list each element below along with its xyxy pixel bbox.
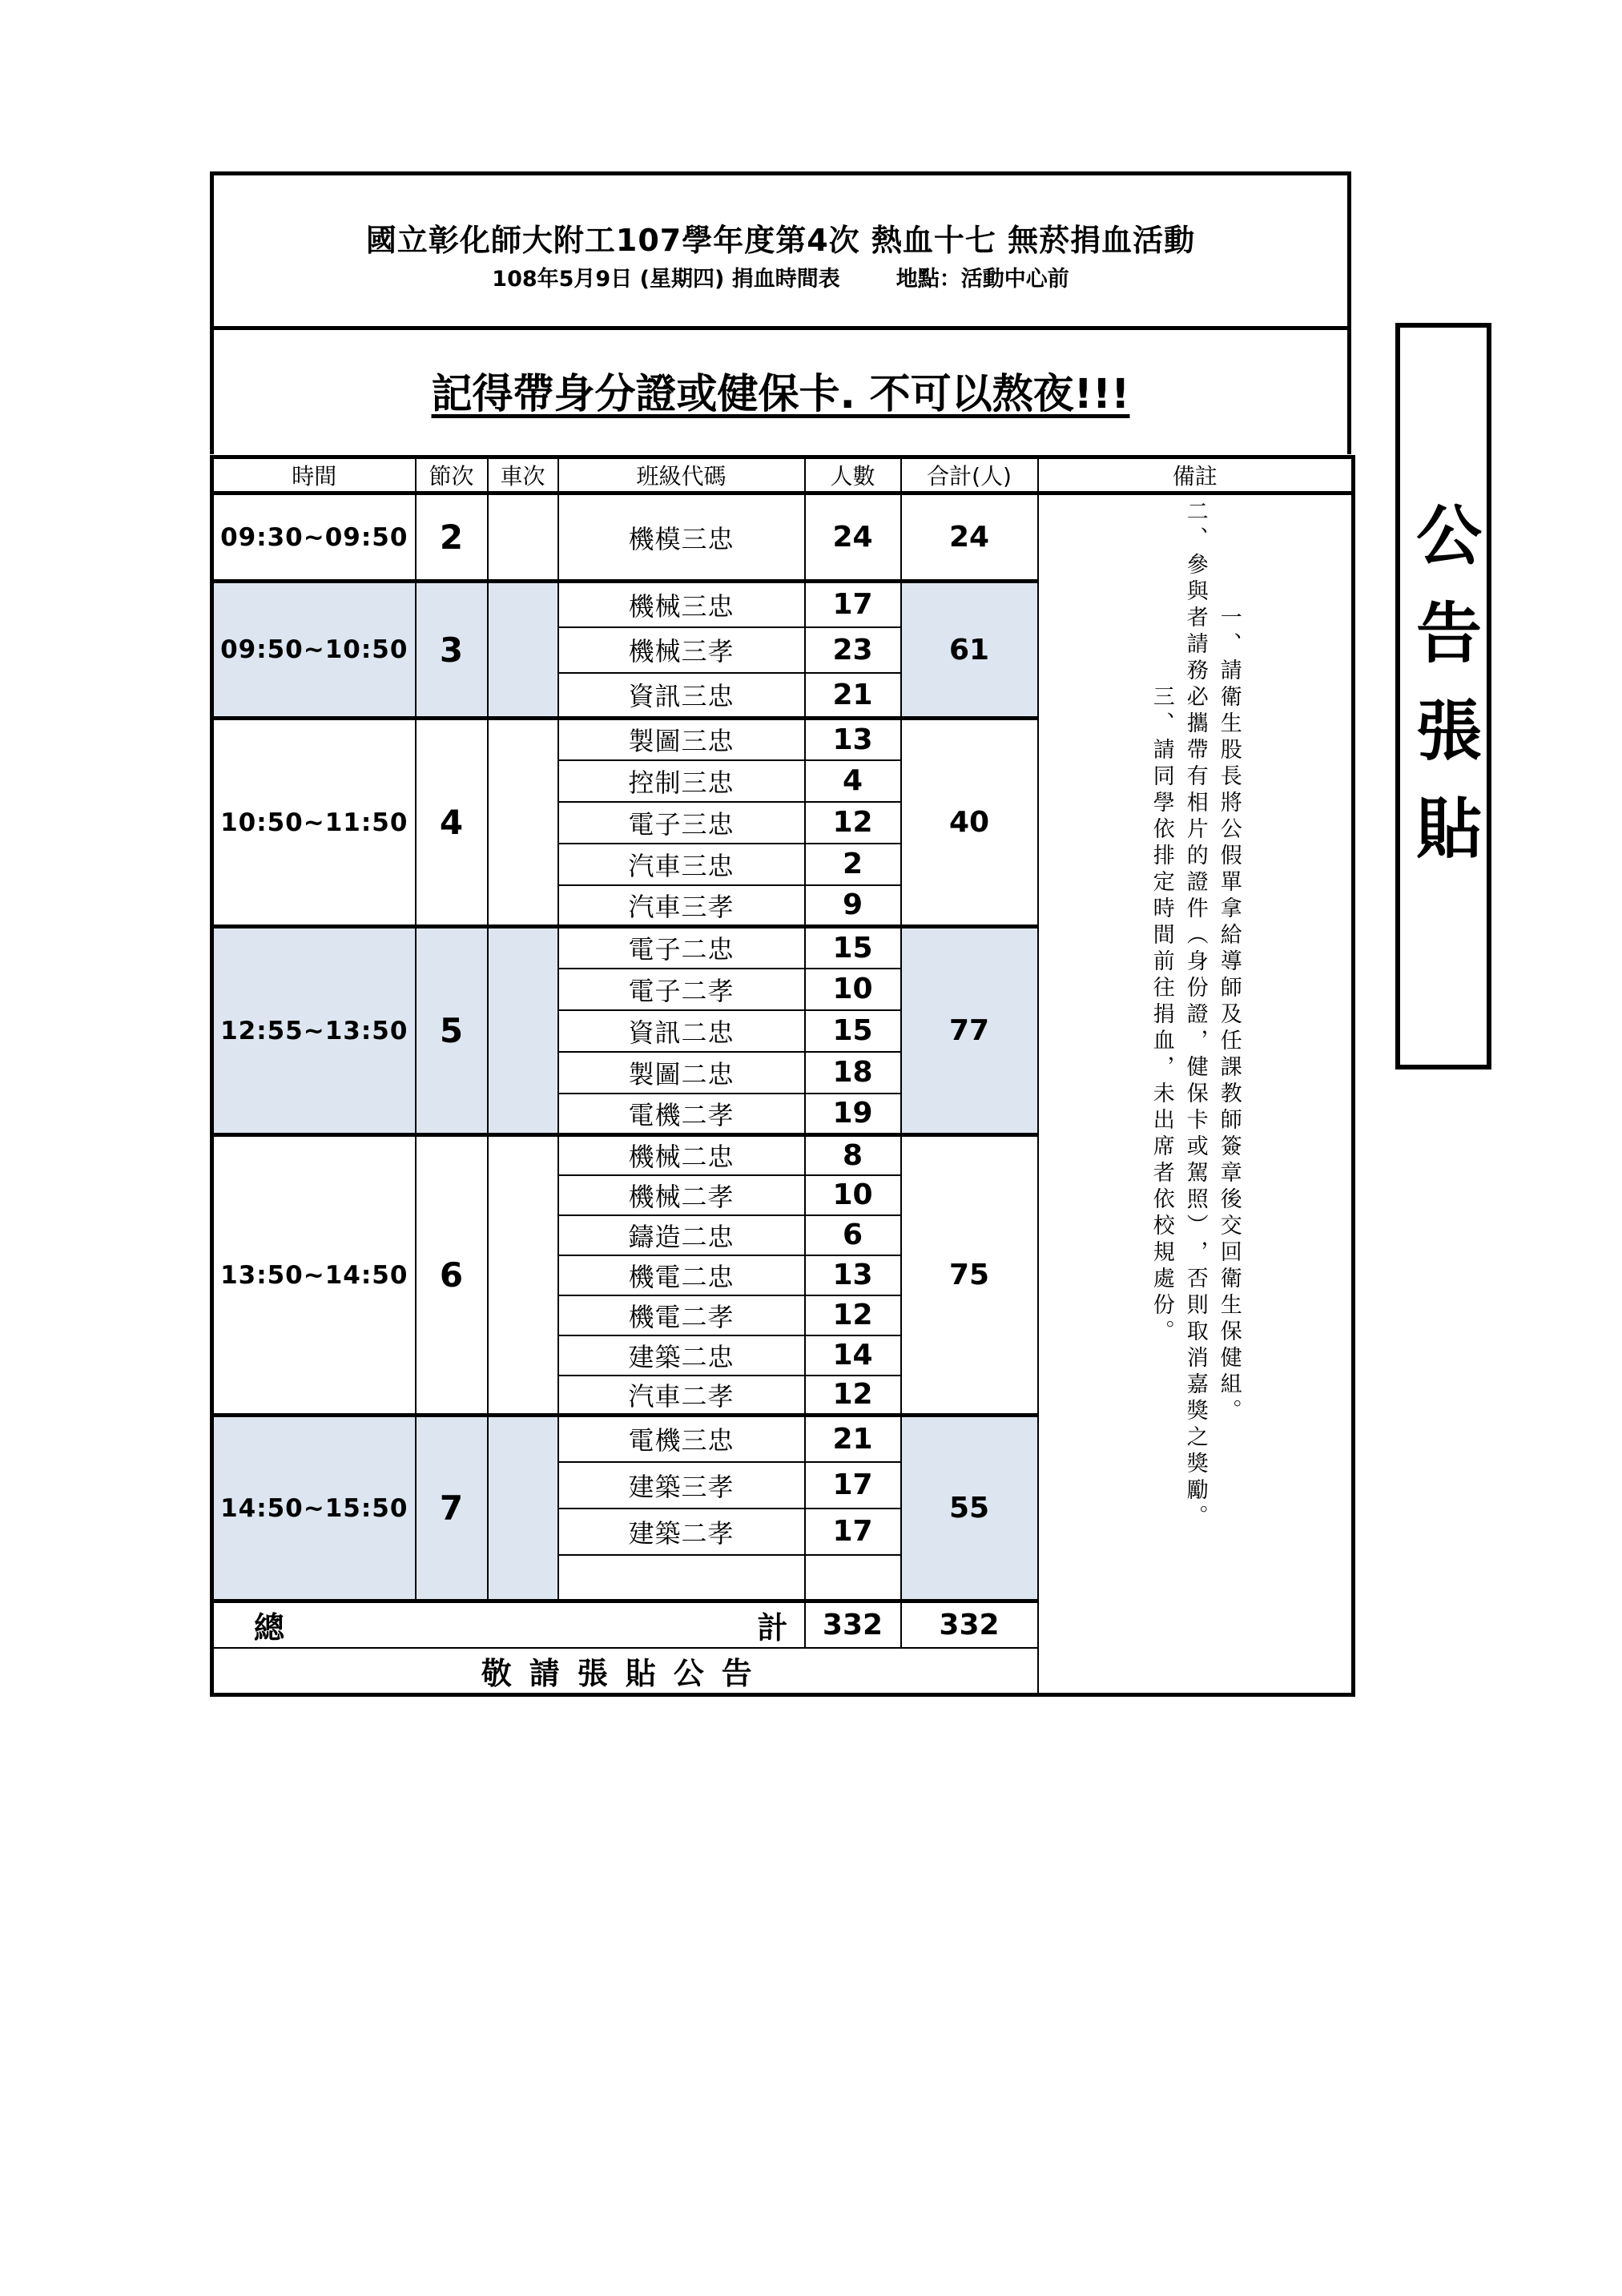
subtotal-cell: 55 <box>901 1416 1038 1601</box>
class-code-cell: 製圖二忠 <box>558 1052 805 1094</box>
car-cell <box>488 927 558 1135</box>
note-item: 一、請衛生股長將公假單拿給導師及任課教師簽章後交回衛生保健組。 <box>1216 606 1242 1425</box>
subtitle-location: 地點：活動中心前 <box>896 267 1069 292</box>
reminder-banner <box>210 326 1351 454</box>
subtotal-cell: 40 <box>901 719 1038 927</box>
count-cell: 12 <box>805 1376 901 1416</box>
subtotal-cell: 75 <box>901 1135 1038 1416</box>
session-cell: 2 <box>416 493 488 582</box>
subtotal-cell: 24 <box>901 493 1038 582</box>
notes-block <box>1039 500 1352 1531</box>
class-code-cell: 製圖三忠 <box>558 719 805 760</box>
class-code-cell: 機電二孝 <box>558 1295 805 1335</box>
reminder-text: 記得帶身分證或健保卡. 不可以熬夜!!! <box>431 371 1130 418</box>
count-cell: 13 <box>805 1255 901 1295</box>
col-header-class-code: 班級代碼 <box>558 457 805 493</box>
count-cell: 15 <box>805 1010 901 1052</box>
class-code-cell: 資訊三忠 <box>558 673 805 719</box>
notes-cell <box>1038 493 1354 1695</box>
car-cell <box>488 493 558 582</box>
subtitle-date: 108年5月9日 (星期四) 捐血時間表 <box>492 267 840 292</box>
count-cell: 12 <box>805 1295 901 1335</box>
session-cell: 7 <box>416 1416 488 1601</box>
note-item: 二、參與者請務必攜帶有相片的證件︵身份證，健保卡或駕照︶，否則取消嘉獎之獎勵。 <box>1182 500 1208 1531</box>
count-cell: 23 <box>805 627 901 673</box>
class-code-cell: 電機二孝 <box>558 1094 805 1135</box>
count-cell: 19 <box>805 1094 901 1135</box>
col-header-car: 車次 <box>488 457 558 493</box>
session-cell: 3 <box>416 582 488 719</box>
session-cell: 5 <box>416 927 488 1135</box>
class-code-cell: 機模三忠 <box>558 493 805 582</box>
class-code-cell: 電子三忠 <box>558 802 805 844</box>
class-code-cell: 汽車三忠 <box>558 844 805 885</box>
schedule-table <box>210 455 1355 1697</box>
total-label-cell <box>212 1601 805 1649</box>
count-cell: 15 <box>805 927 901 969</box>
count-cell: 12 <box>805 802 901 844</box>
count-cell: 21 <box>805 1416 901 1462</box>
count-cell: 10 <box>805 969 901 1010</box>
time-cell: 09:50~10:50 <box>212 582 416 719</box>
class-code-cell: 資訊二忠 <box>558 1010 805 1052</box>
count-cell: 17 <box>805 1462 901 1509</box>
table-row <box>212 493 1354 582</box>
session-cell: 6 <box>416 1135 488 1416</box>
col-header-notes: 備註 <box>1038 457 1354 493</box>
class-code-cell: 機械三孝 <box>558 627 805 673</box>
col-header-session: 節次 <box>416 457 488 493</box>
class-code-cell <box>558 1555 805 1601</box>
schedule-document <box>210 171 1351 1736</box>
count-cell: 10 <box>805 1175 901 1215</box>
posting-notice-text: 公告張貼 <box>1405 501 1482 892</box>
class-code-cell: 建築三孝 <box>558 1462 805 1509</box>
count-cell: 9 <box>805 885 901 927</box>
time-cell: 10:50~11:50 <box>212 719 416 927</box>
count-cell <box>805 1555 901 1601</box>
col-header-count: 人數 <box>805 457 901 493</box>
total-subtotal-cell: 332 <box>901 1601 1038 1649</box>
subtotal-cell: 61 <box>901 582 1038 719</box>
time-cell: 14:50~15:50 <box>212 1416 416 1601</box>
class-code-cell: 電子二孝 <box>558 969 805 1010</box>
count-cell: 14 <box>805 1335 901 1376</box>
class-code-cell: 汽車三孝 <box>558 885 805 927</box>
class-code-cell: 機電二忠 <box>558 1255 805 1295</box>
car-cell <box>488 1135 558 1416</box>
page-title: 國立彰化師大附工107學年度第4次 熱血十七 無菸捐血活動 <box>365 223 1196 258</box>
car-cell <box>488 1416 558 1601</box>
class-code-cell: 電子二忠 <box>558 927 805 969</box>
session-cell: 4 <box>416 719 488 927</box>
count-cell: 2 <box>805 844 901 885</box>
note-item: 三、請同學依排定時間前往捐血，未出席者依校規處份。 <box>1149 685 1174 1346</box>
count-cell: 18 <box>805 1052 901 1094</box>
time-cell: 12:55~13:50 <box>212 927 416 1135</box>
count-cell: 6 <box>805 1215 901 1255</box>
count-cell: 21 <box>805 673 901 719</box>
time-cell: 09:30~09:50 <box>212 493 416 582</box>
posting-request: 敬請張貼公告 <box>212 1648 1038 1695</box>
col-header-subtotal: 合計(人) <box>901 457 1038 493</box>
time-cell: 13:50~14:50 <box>212 1135 416 1416</box>
total-label-left: 總 <box>254 1610 285 1645</box>
total-count-cell: 332 <box>805 1601 901 1649</box>
class-code-cell: 電機三忠 <box>558 1416 805 1462</box>
car-cell <box>488 582 558 719</box>
class-code-cell: 鑄造二忠 <box>558 1215 805 1255</box>
class-code-cell: 控制三忠 <box>558 760 805 802</box>
subtotal-cell: 77 <box>901 927 1038 1135</box>
class-code-cell: 建築二忠 <box>558 1335 805 1376</box>
car-cell <box>488 719 558 927</box>
class-code-cell: 汽車二孝 <box>558 1376 805 1416</box>
class-code-cell: 機械二忠 <box>558 1135 805 1175</box>
total-label-right: 計 <box>757 1610 788 1645</box>
posting-notice-box <box>1395 323 1491 1069</box>
class-code-cell: 機械三忠 <box>558 582 805 627</box>
class-code-cell: 建築二孝 <box>558 1509 805 1555</box>
class-code-cell: 機械二孝 <box>558 1175 805 1215</box>
page-subtitle <box>214 261 1347 292</box>
count-cell: 24 <box>805 493 901 582</box>
schedule-body <box>212 493 1354 1695</box>
document-header <box>210 171 1351 330</box>
count-cell: 4 <box>805 760 901 802</box>
count-cell: 8 <box>805 1135 901 1175</box>
count-cell: 13 <box>805 719 901 760</box>
count-cell: 17 <box>805 1509 901 1555</box>
col-header-time: 時間 <box>212 457 416 493</box>
count-cell: 17 <box>805 582 901 627</box>
total-label <box>214 1603 804 1647</box>
